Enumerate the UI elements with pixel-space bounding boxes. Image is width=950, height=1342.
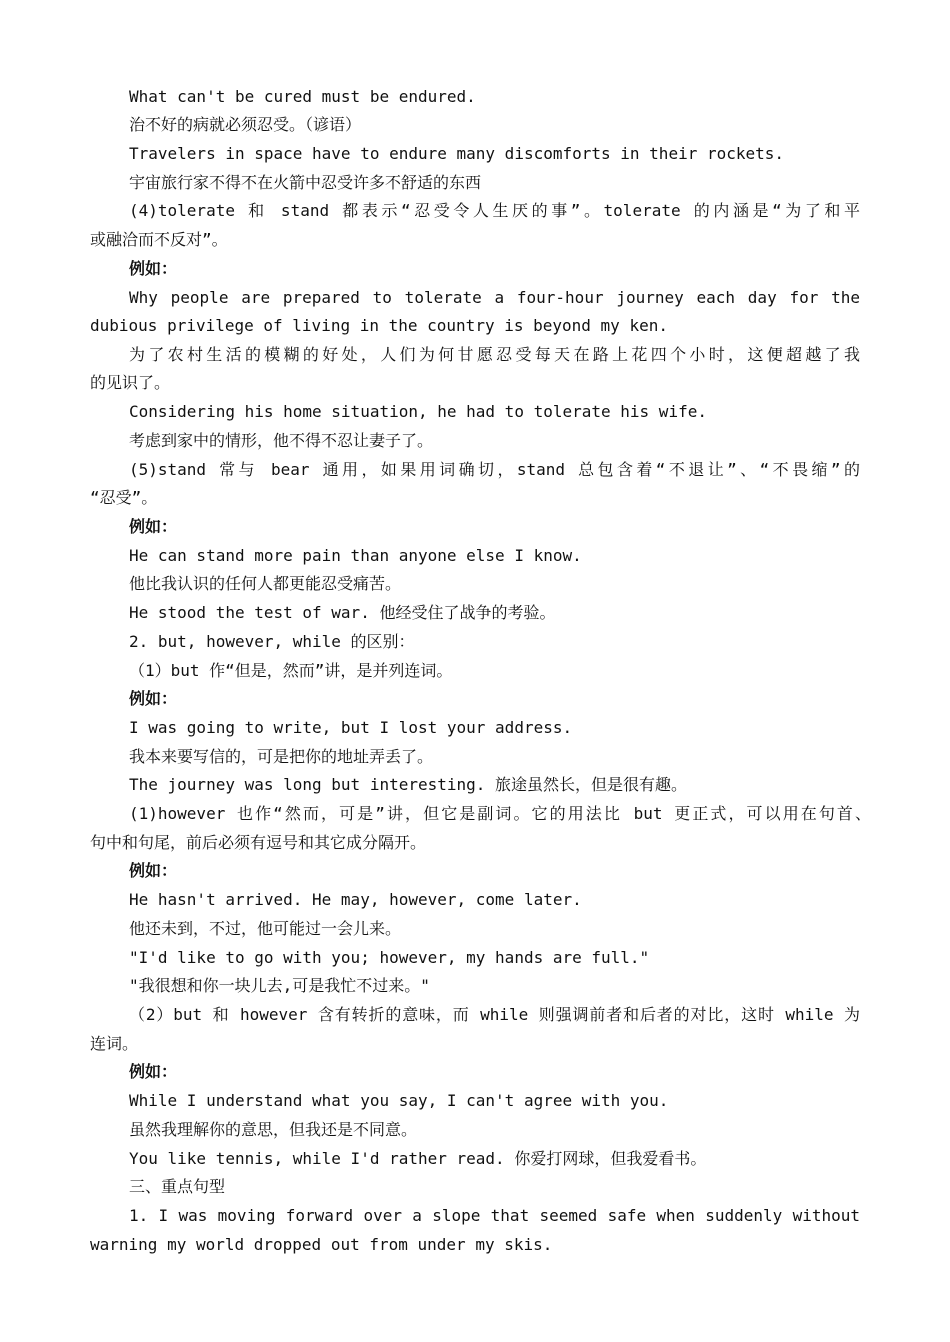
text-line: 连词。 [90,1034,139,1053]
text-line: 考虑到家中的情形，他不得不忍让妻子了。 [129,431,434,450]
text-line: 他还未到，不过，他可能过一会儿来。 [129,919,402,938]
text-line: (5)stand 常与 bear 通用，如果用词确切，stand 总包含着“不退让”、“不畏缩”的 [129,460,860,479]
text-line: dubious privilege of living in the country is beyond my ken. [90,316,668,335]
text-line: “忍受”。 [90,488,158,507]
section-heading: 2. but, however, while 的区别： [129,632,415,651]
text-line: 的见识了。 [90,373,171,392]
text-line: "我很想和你一块儿去,可是我忙不过来。" [129,976,430,995]
section-heading: 三、重点句型 [129,1177,226,1196]
example-label: 例如： [129,1062,178,1081]
text-line: You like tennis, while I'd rather read. 你爱打网球，但我爱看书。 [129,1149,707,1168]
text-line: 句中和句尾，前后必须有逗号和其它成分隔开。 [90,833,427,852]
text-line: He stood the test of war. 他经受住了战争的考验。 [129,603,556,622]
example-label: 例如： [129,861,178,880]
text-line: 1. I was moving forward over a slope that seemed safe when suddenly without [129,1206,860,1225]
text-line: 为了农村生活的模糊的好处，人们为何甘愿忍受每天在路上花四个小时，这便超越了我 [129,345,860,364]
text-line: 虽然我理解你的意思，但我还是不同意。 [129,1120,418,1139]
text-line: 宇宙旅行家不得不在火箭中忍受许多不舒适的东西 [129,173,482,192]
example-label: 例如： [129,259,178,278]
text-line: He can stand more pain than anyone else I know. [129,546,582,565]
text-line: 我本来要写信的，可是把你的地址弄丢了。 [129,747,434,766]
text-line: Travelers in space have to endure many discomforts in their rockets. [129,144,785,163]
text-line: Considering his home situation, he had to tolerate his wife. [129,402,707,421]
text-line: (4)tolerate 和 stand 都表示“忍受令人生厌的事”。tolerate 的内涵是“为了和平 [129,201,860,220]
text-line: 或融洽而不反对”。 [90,230,228,249]
text-line: I was going to write, but I lost your address. [129,718,573,737]
text-line: （2）but 和 however 含有转折的意味，而 while 则强调前者和后者的对比，这时 while 为 [129,1005,860,1024]
text-line: The journey was long but interesting. 旅途虽然长，但是很有趣。 [129,775,688,794]
text-line: While I understand what you say, I can't agree with you. [129,1091,669,1110]
text-line: He hasn't arrived. He may, however, come later. [129,890,582,909]
example-label: 例如： [129,689,178,708]
text-line: （1）but 作“但是，然而”讲，是并列连词。 [129,661,453,680]
text-line: 治不好的病就必须忍受。（谚语） [129,115,362,134]
text-line: 他比我认识的任何人都更能忍受痛苦。 [129,574,402,593]
text-line: (1)however 也作“然而，可是”讲，但它是副词。它的用法比 but 更正式，可以用在句首、 [129,804,871,823]
text-line: Why people are prepared to tolerate a four-hour journey each day for the [129,288,860,307]
text-line: "I'd like to go with you; however, my hands are full." [129,948,650,967]
example-label: 例如： [129,517,178,536]
text-line: What can't be cured must be endured. [129,87,476,106]
text-line: warning my world dropped out from under my skis. [90,1235,553,1254]
